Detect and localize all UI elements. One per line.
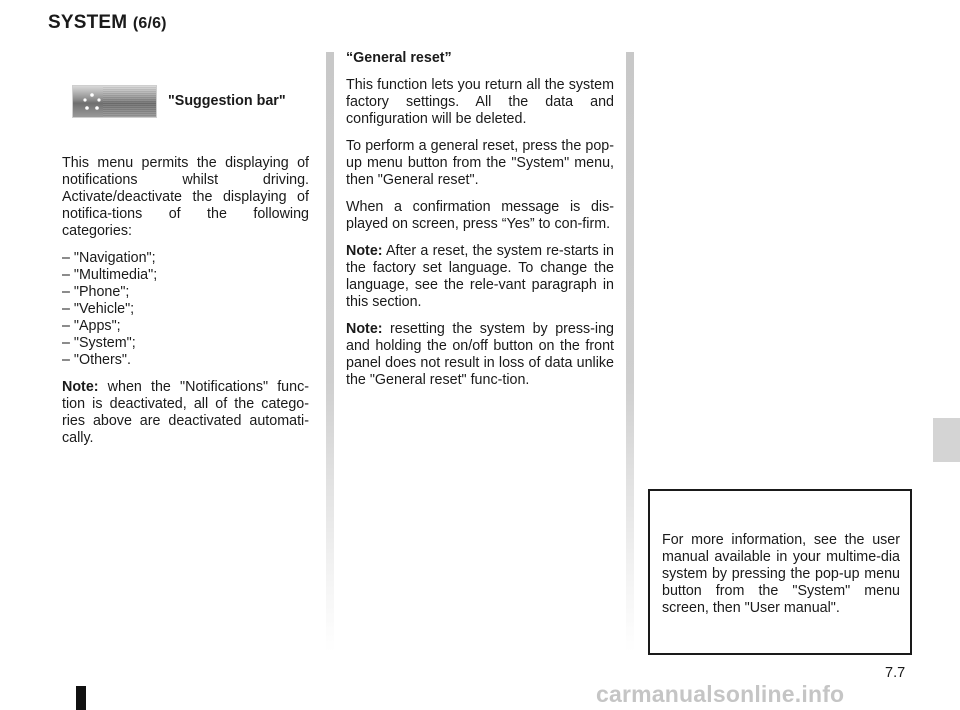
note-text: when the "Notifications" func-tion is deactivated, all of the catego-ries above are deactivated automati-cally.	[62, 379, 309, 446]
column-divider-left	[326, 52, 334, 652]
page-title	[48, 12, 167, 34]
suggestion-bar-row	[72, 85, 312, 118]
list-item: – "System";	[62, 335, 136, 351]
reset-button-note	[346, 321, 614, 389]
section-thumb-tab	[933, 418, 960, 462]
left-column	[62, 155, 309, 457]
note-text: resetting the system by press-ing and holding the on/off button on the front panel does not result in loss of data unlike the "General reset" func-tion.	[346, 321, 614, 388]
page-number: 7.7	[885, 665, 906, 681]
list-item: – "Multimedia";	[62, 267, 158, 283]
list-item: – "Vehicle";	[62, 301, 135, 317]
general-reset-confirm: When a confirmation message is dis-played on screen, press “Yes” to con-firm.	[346, 199, 614, 232]
info-box	[648, 489, 912, 655]
crop-mark	[76, 686, 86, 710]
list-item: – "Others".	[62, 352, 131, 368]
page-title-main: SYSTEM	[48, 12, 128, 33]
general-reset-description: This function lets you return all the system factory settings. All the data and configuration will be deleted.	[346, 77, 614, 127]
notifications-intro: This menu permits the displaying of notifications whilst driving. Activate/deactivate the displaying of notifica-tions of the following categories:	[62, 155, 309, 239]
general-reset-steps: To perform a general reset, press the pop-up menu button from the "System" menu, then "General reset".	[346, 138, 614, 188]
page-title-part: (6/6)	[132, 15, 167, 32]
note-text: After a reset, the system re-starts in the factory set language. To change the language, see the rele-vant paragraph in this section.	[346, 243, 614, 310]
notifications-note	[62, 379, 309, 447]
list-item: – "Apps";	[62, 318, 121, 334]
note-label: Note:	[346, 243, 383, 259]
suggestion-bar-image	[72, 85, 157, 118]
column-divider-right	[626, 52, 634, 652]
note-label: Note:	[62, 379, 99, 395]
reset-language-note	[346, 243, 614, 311]
list-item: – "Navigation";	[62, 250, 156, 266]
note-label: Note:	[346, 321, 383, 337]
suggestion-bar-icon	[81, 92, 103, 112]
middle-column	[346, 50, 614, 399]
list-item: – "Phone";	[62, 284, 130, 300]
watermark: carmanualsonline.info	[596, 681, 845, 707]
info-box-text: For more information, see the user manual available in your multime-dia system by pressing the pop-up menu button from the "System" menu screen, then "User manual".	[662, 532, 900, 616]
category-list	[62, 250, 309, 369]
general-reset-heading: “General reset”	[346, 50, 452, 66]
suggestion-bar-label: "Suggestion bar"	[168, 93, 286, 109]
